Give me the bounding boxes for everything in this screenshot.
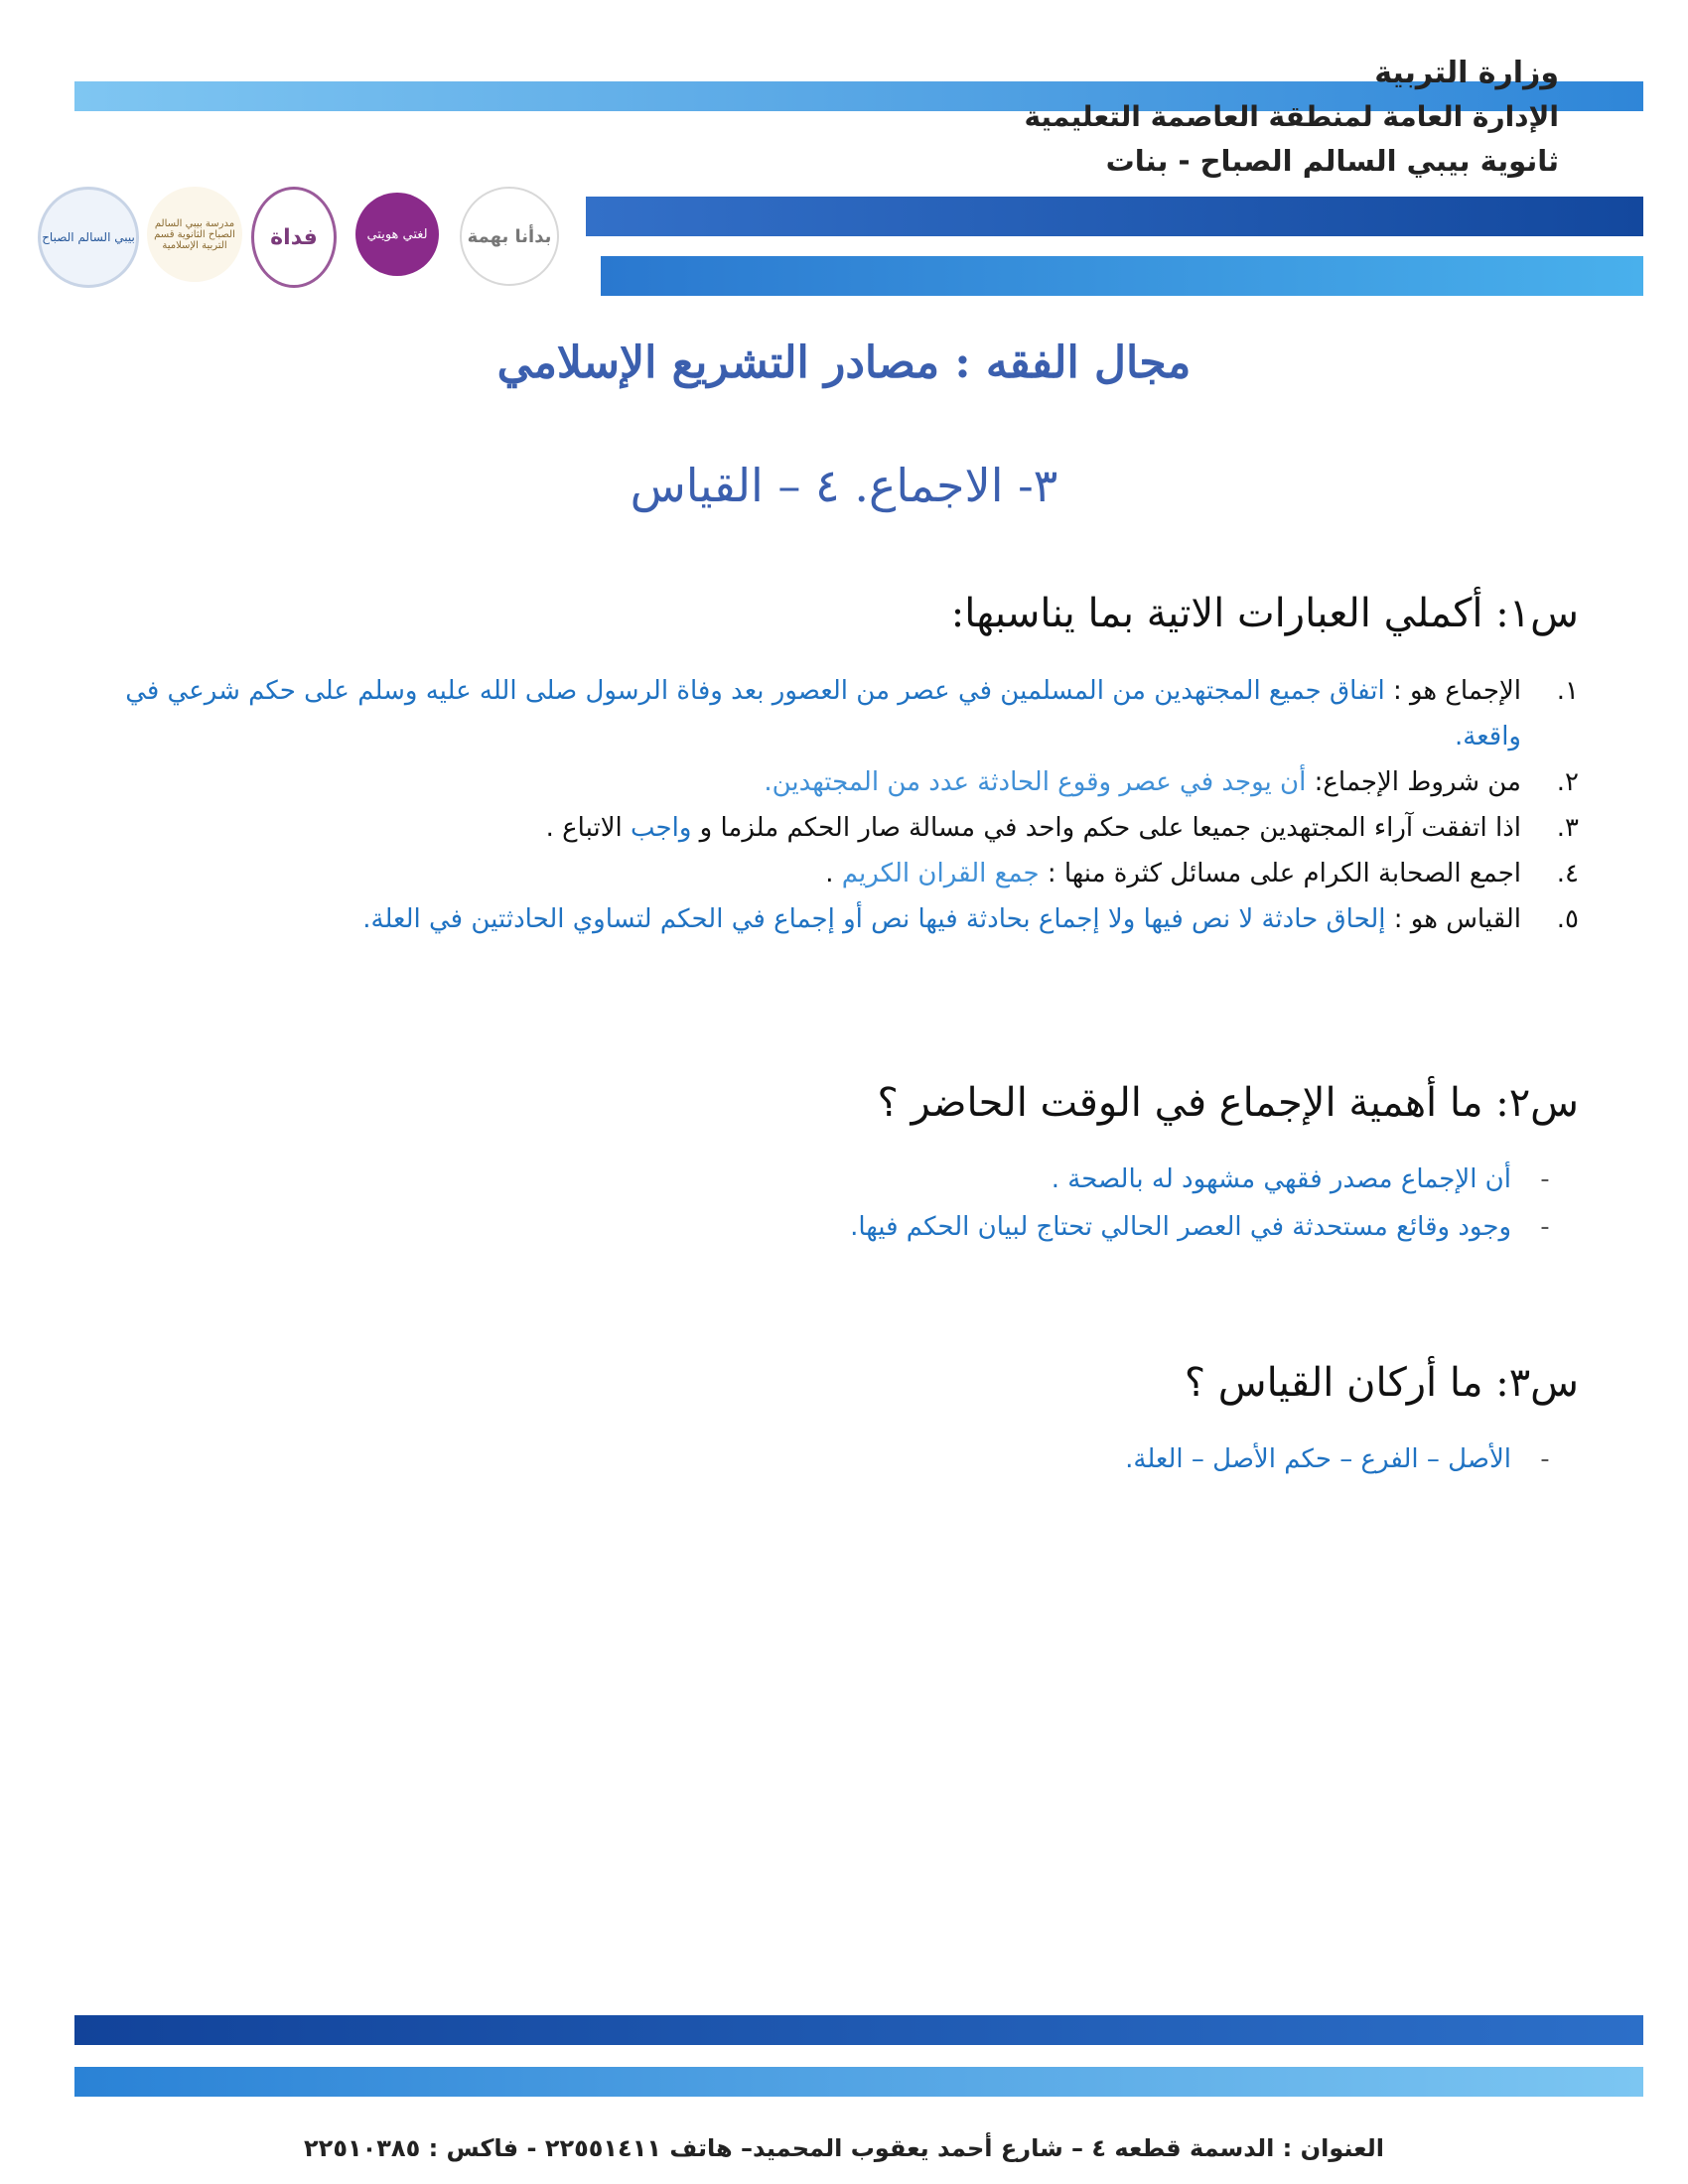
logo-language bbox=[355, 193, 439, 276]
question-3-label: س٣: ما أركان القياس ؟ bbox=[1184, 1360, 1579, 1406]
list-item bbox=[99, 759, 1579, 805]
item-prefix: من شروط الإجماع: bbox=[1306, 767, 1521, 797]
item-prefix: الإجماع هو : bbox=[1384, 676, 1521, 706]
item-answer: وجود وقائع مستحدثة في العصر الحالي تحتاج لبيان الحكم فيها. bbox=[850, 1212, 1511, 1242]
header-bar-dark bbox=[586, 197, 1643, 236]
list-item bbox=[99, 1156, 1579, 1203]
question-1-label: س١: أكملي العبارات الاتية بما يناسبها: bbox=[950, 591, 1579, 636]
item-text bbox=[99, 668, 1521, 759]
item-dash: - bbox=[1540, 1444, 1550, 1474]
footer-address: العنوان : الدسمة قطعه ٤ – شارع أحمد يعقوب المحميد– هاتف ٢٢٥٥١٤١١ - فاكس : ٢٢٥١٠٣٨٥ bbox=[304, 2134, 1384, 2162]
lesson-title: ٣- الاجماع. ٤ – القياس bbox=[630, 459, 1058, 512]
list-item bbox=[99, 851, 1579, 896]
item-answer: جمع القران الكريم bbox=[841, 859, 1040, 888]
item-dash: - bbox=[1540, 1212, 1550, 1242]
subject-title: مجال الفقه : مصادر التشريع الإسلامي bbox=[496, 338, 1192, 388]
item-number: ٢. bbox=[1556, 767, 1579, 797]
logo-language-text: لغتي هويتي bbox=[366, 226, 428, 242]
list-item bbox=[99, 1435, 1579, 1483]
header-bar-light-lower bbox=[601, 256, 1643, 296]
item-suffix: الاتباع . bbox=[545, 813, 632, 843]
item-number: ٣. bbox=[1556, 813, 1579, 843]
item-prefix: اجمع الصحابة الكرام على مسائل كثرة منها : bbox=[1039, 859, 1521, 888]
item-number: ١. bbox=[1556, 676, 1579, 706]
item-prefix: القياس هو : bbox=[1385, 904, 1521, 934]
question-3-section bbox=[99, 1360, 1579, 1483]
item-answer: الأصل – الفرع – حكم الأصل – العلة. bbox=[1125, 1444, 1511, 1474]
logo-badaana-text: بدأنا بهمة bbox=[467, 225, 552, 247]
item-answer: أن الإجماع مصدر فقهي مشهود له بالصحة . bbox=[1051, 1164, 1511, 1194]
list-item bbox=[99, 668, 1579, 759]
logo-badaana bbox=[460, 187, 559, 286]
footer-bar-light bbox=[74, 2067, 1643, 2097]
item-text bbox=[99, 896, 1521, 942]
logo-islamic-dept bbox=[147, 187, 242, 282]
item-answer: واجب bbox=[631, 813, 692, 843]
school-name: ثانوية بيبي السالم الصباح - بنات bbox=[1105, 144, 1559, 178]
footer-bar-dark bbox=[74, 2015, 1643, 2045]
logo-school bbox=[38, 187, 139, 288]
logo-fida-text: فداة bbox=[270, 224, 318, 250]
item-answer: أن يوجد في عصر وقوع الحادثة عدد من المجتهدين. bbox=[764, 767, 1307, 797]
item-text bbox=[99, 851, 1521, 896]
item-suffix: . bbox=[825, 859, 842, 888]
item-text bbox=[99, 759, 1521, 805]
logo-islamic-dept-text: مدرسة بيبي السالم الصباح الثانوية قسم التربية الإسلامية bbox=[154, 217, 235, 251]
list-item bbox=[99, 896, 1579, 942]
logo-school-text: بيبي السالم الصباح bbox=[42, 230, 135, 244]
logo-fida bbox=[251, 187, 337, 288]
question-2-list bbox=[99, 1156, 1579, 1251]
item-text bbox=[99, 805, 1521, 851]
question-1-list bbox=[99, 668, 1579, 942]
question-2-section bbox=[99, 1080, 1579, 1251]
item-prefix: اذا اتفقت آراء المجتهدين جميعا على حكم واحد في مسالة صار الحكم ملزما و bbox=[691, 813, 1521, 843]
list-item bbox=[99, 805, 1579, 851]
logo-row bbox=[38, 179, 574, 298]
ministry-name: وزارة التربية bbox=[1374, 56, 1559, 90]
directorate-name: الإدارة العامة لمنطقة العاصمة التعليمية bbox=[1024, 100, 1559, 133]
item-number: ٤. bbox=[1556, 859, 1579, 888]
header-text bbox=[864, 52, 1559, 183]
item-dash: - bbox=[1540, 1164, 1550, 1194]
item-number: ٥. bbox=[1556, 904, 1579, 934]
question-3-list bbox=[99, 1435, 1579, 1483]
item-answer: إلحاق حادثة لا نص فيها ولا إجماع بحادثة فيها نص أو إجماع في الحكم لتساوي الحادثتين في العلة. bbox=[362, 904, 1386, 934]
item-answer: اتفاق جميع المجتهدين من المسلمين في عصر من العصور بعد وفاة الرسول صلى الله عليه وسلم على حكم شرعي في واقعة. bbox=[125, 676, 1521, 751]
list-item bbox=[99, 1203, 1579, 1251]
question-2-label: س٢: ما أهمية الإجماع في الوقت الحاضر ؟ bbox=[877, 1080, 1579, 1126]
question-1-section bbox=[99, 591, 1579, 942]
